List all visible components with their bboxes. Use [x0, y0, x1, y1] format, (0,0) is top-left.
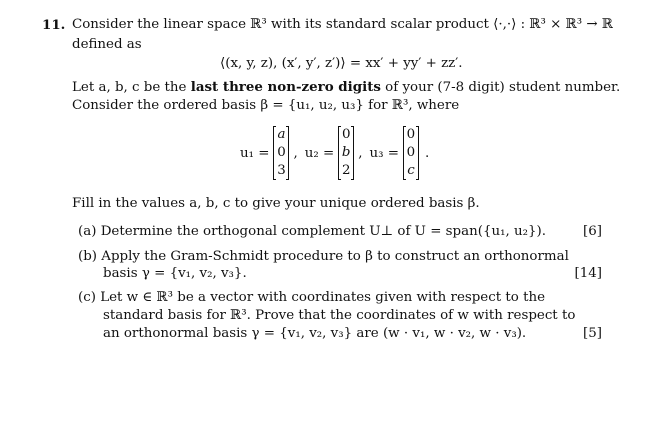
part-b-marks: [14]: [574, 266, 602, 281]
vector-separator: ,: [293, 145, 298, 161]
vector-entry: a: [277, 127, 286, 142]
vector-u3-label: u₃ =: [369, 145, 399, 161]
vector-u1: [273, 126, 289, 180]
basis-vectors: [236, 123, 429, 183]
vector-entry: 0: [341, 127, 351, 142]
intro-line-1: Consider the linear space ℝ³ with its standard scalar product ⟨·,·⟩ : ℝ³ × ℝ³ → ℝ: [72, 17, 613, 32]
vector-separator: ,: [358, 145, 363, 161]
part-c-marks: [5]: [583, 326, 602, 341]
part-c-text-line-1: (c) Let w ∈ ℝ³ be a vector with coordinates given with respect to the: [78, 290, 545, 305]
intro-line-2: defined as: [72, 37, 142, 52]
question-number: 11.: [42, 17, 66, 33]
vector-entry: 0: [406, 145, 416, 160]
student-number-instruction: [72, 79, 620, 95]
part-a-text: (a) Determine the orthogonal complement U⊥ of U = span({u₁, u₂}).: [78, 224, 546, 239]
fill-instruction: Fill in the values a, b, c to give your unique ordered basis β.: [72, 196, 480, 211]
vector-entry: 3: [277, 163, 286, 178]
basis-line: Consider the ordered basis β = {u₁, u₂, u₃} for ℝ³, where: [72, 98, 460, 113]
vector-separator: .: [424, 145, 430, 161]
part-b-text-line-2: basis γ = {v₁, v₂, v₃}.: [103, 266, 247, 281]
vector-entry: c: [407, 163, 415, 178]
vector-u1-label: u₁ =: [240, 145, 270, 161]
vector-entry: 2: [341, 163, 351, 178]
part-b-text-line-1: (b) Apply the Gram-Schmidt procedure to β to construct an orthonormal: [78, 249, 569, 264]
instruction-text-post: of your (7-8 digit) student number.: [380, 80, 621, 95]
vector-entry: b: [341, 145, 351, 160]
instruction-text-bold: last three non-zero digits: [190, 79, 381, 95]
part-a-marks: [6]: [583, 224, 602, 239]
vector-u2: [338, 126, 354, 180]
vector-entry: 0: [406, 127, 416, 142]
instruction-text-pre: Let a, b, c be the: [72, 80, 191, 95]
vector-u2-label: u₂ =: [304, 145, 335, 161]
part-c-text-line-3: an orthonormal basis γ = {v₁, v₂, v₃} are (w · v₁, w · v₂, w · v₃).: [103, 326, 527, 341]
vector-u3: [403, 126, 419, 180]
vector-entry: 0: [277, 145, 286, 160]
part-c-text-line-2: standard basis for ℝ³. Prove that the coordinates of w with respect to: [103, 308, 576, 323]
scalar-product-equation: ⟨(x, y, z), (x′, y′, z′)⟩ = xx′ + yy′ + zz′.: [220, 56, 463, 71]
